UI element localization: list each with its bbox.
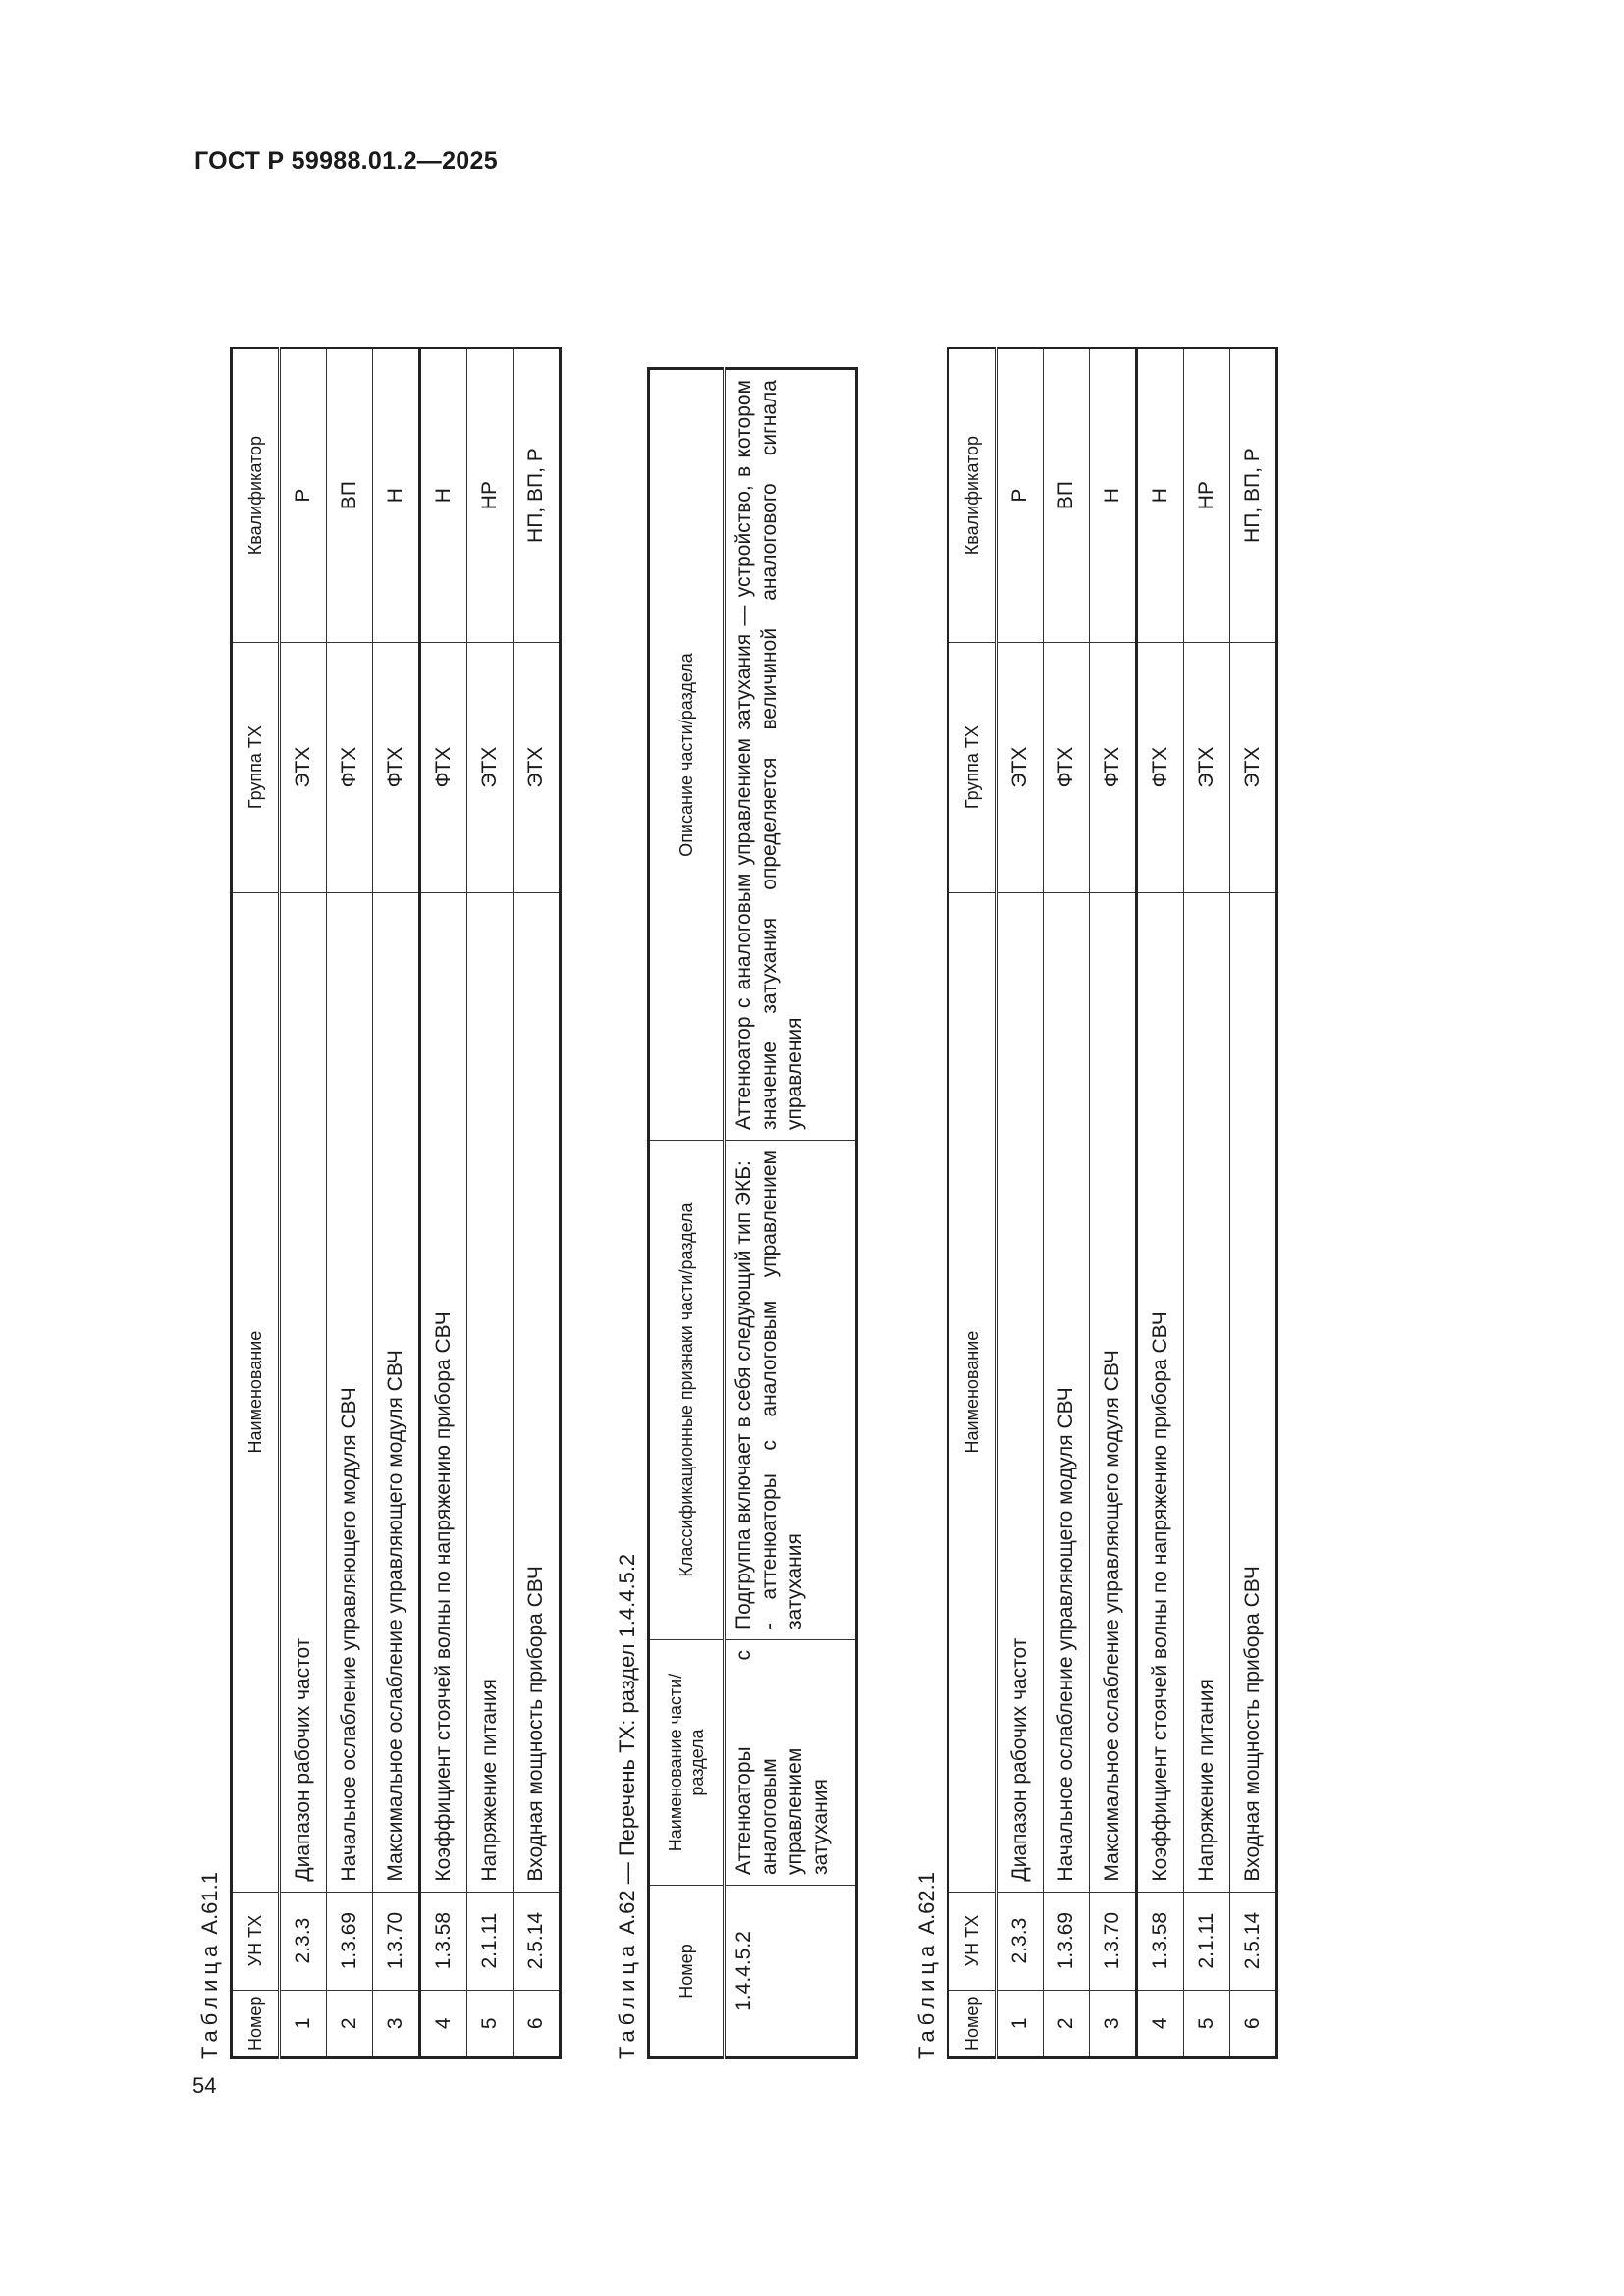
table-row (514, 347, 561, 2057)
cell-name: Диапазон рабочих частот (997, 892, 1044, 1892)
cell-number: 2 (1044, 1990, 1090, 2057)
cell-name: Диапазон рабочих частот (280, 892, 327, 1892)
caption-text: А.62 — Перечень ТХ: раздел 1.4.4.5.2 (615, 1553, 639, 1935)
cell-name: Максимальное ослабление управляющего модуля СВЧ (1090, 892, 1137, 1892)
cell-un-tx: 2.1.11 (1184, 1892, 1230, 1990)
cell-group: ЭТХ (280, 642, 327, 892)
cell-number: 3 (1090, 1990, 1137, 2057)
cell-qualifier: ВП (1044, 347, 1090, 642)
cell-number: 6 (514, 1990, 561, 2057)
cell-group: ФТХ (420, 642, 467, 892)
cell-qualifier: Н (1137, 347, 1184, 642)
table-row (327, 347, 373, 2057)
table-a62-caption (614, 367, 641, 2059)
cell-group: ФТХ (1090, 642, 1137, 892)
cell-group: ЭТХ (514, 642, 561, 892)
page-number: 54 (192, 2073, 217, 2098)
col-header-un-tx: УН ТХ (948, 1892, 997, 1990)
cell-un-tx: 2.5.14 (514, 1892, 561, 1990)
cell-un-tx: 2.1.11 (467, 1892, 514, 1990)
table-row (420, 347, 467, 2057)
table-row (1137, 347, 1184, 2057)
cell-name: Напряжение питания (467, 892, 514, 1892)
table-a621-caption (913, 347, 941, 2059)
cell-qualifier: НП, ВП, Р (1230, 347, 1277, 642)
document-header: ГОСТ Р 59988.01.2—2025 (194, 147, 498, 175)
cell-group: ЭТХ (467, 642, 514, 892)
caption-label: Таблица (197, 1940, 222, 2059)
cell-number: 5 (467, 1990, 514, 2057)
caption-id: А.62.1 (914, 1872, 939, 1935)
table-row (1044, 347, 1090, 2057)
table-row (725, 369, 857, 2058)
cell-number: 1.4.4.5.2 (725, 1886, 857, 2058)
cell-qualifier: Н (420, 347, 467, 642)
cell-un-tx: 1.3.58 (420, 1892, 467, 1990)
cell-number: 4 (1137, 1990, 1184, 2057)
table-row (1184, 347, 1230, 2057)
table-a621-block (913, 347, 1278, 2059)
col-header-part-name: Наименование части/раздела (649, 1640, 725, 1886)
cell-features (725, 1141, 857, 1640)
col-header-features: Классификационные признаки части/раздела (649, 1141, 725, 1640)
table-row (280, 347, 327, 2057)
col-header-un-tx: УН ТХ (232, 1892, 280, 1990)
caption-label: Таблица (615, 1940, 639, 2059)
cell-qualifier: ВП (327, 347, 373, 642)
table-row (467, 347, 514, 2057)
caption-id: А.61.1 (197, 1872, 222, 1935)
table-a62 (647, 367, 858, 2059)
table-a611-block (196, 347, 562, 2059)
features-intro: Подгруппа включает в себя следующий тип ЭКБ: (732, 1160, 755, 1629)
cell-group: ФТХ (1137, 642, 1184, 892)
features-item: - аттенюаторы с аналоговым управлением затухания (758, 1150, 806, 1629)
table-a611-caption (196, 347, 224, 2059)
cell-group: ФТХ (373, 642, 420, 892)
cell-qualifier: НП, ВП, Р (514, 347, 561, 642)
col-header-group: Группа ТХ (948, 642, 997, 892)
col-header-name: Наименование (232, 892, 280, 1892)
cell-name: Максимальное ослабление управляющего модуля СВЧ (373, 892, 420, 1892)
table-row (373, 347, 420, 2057)
table-header-row (948, 347, 997, 2057)
table-header-row (232, 347, 280, 2057)
cell-name: Коэффициент стоячей волны по напряжению прибора СВЧ (1137, 892, 1184, 1892)
cell-number: 1 (280, 1990, 327, 2057)
cell-name: Напряжение питания (1184, 892, 1230, 1892)
col-header-number: Номер (649, 1886, 725, 2058)
rotated-content (177, 177, 1345, 2101)
cell-name: Входная мощность прибора СВЧ (514, 892, 561, 1892)
cell-qualifier: Н (1090, 347, 1137, 642)
col-header-qualifier: Квалификатор (232, 347, 280, 642)
table-a611 (230, 347, 562, 2059)
cell-number: 3 (373, 1990, 420, 2057)
table-row (1230, 347, 1277, 2057)
cell-un-tx: 1.3.69 (327, 1892, 373, 1990)
table-header-row (649, 369, 725, 2058)
cell-number: 6 (1230, 1990, 1277, 2057)
cell-group: ЭТХ (1184, 642, 1230, 892)
cell-group: ЭТХ (997, 642, 1044, 892)
cell-qualifier: НР (1184, 347, 1230, 642)
cell-name: Коэффициент стоячей волны по напряжению прибора СВЧ (420, 892, 467, 1892)
col-header-number: Номер (232, 1990, 280, 2057)
cell-group: ФТХ (327, 642, 373, 892)
cell-number: 5 (1184, 1990, 1230, 2057)
table-row (997, 347, 1044, 2057)
table-row (1090, 347, 1137, 2057)
cell-name: Начальное ослабление управляющего модуля СВЧ (1044, 892, 1090, 1892)
cell-un-tx: 1.3.69 (1044, 1892, 1090, 1990)
cell-un-tx: 2.3.3 (997, 1892, 1044, 1990)
cell-number: 1 (997, 1990, 1044, 2057)
cell-qualifier: Н (373, 347, 420, 642)
cell-description: Аттенюатор с аналоговым управлением затухания — устройство, в котором значение затухания определяется величиной аналогового сигнала управления (725, 369, 857, 1141)
cell-qualifier: НР (467, 347, 514, 642)
cell-un-tx: 2.5.14 (1230, 1892, 1277, 1990)
cell-number: 4 (420, 1990, 467, 2057)
cell-name: Начальное ослабление управляющего модуля СВЧ (327, 892, 373, 1892)
cell-un-tx: 2.3.3 (280, 1892, 327, 1990)
cell-name: Входная мощность прибора СВЧ (1230, 892, 1277, 1892)
cell-un-tx: 1.3.70 (373, 1892, 420, 1990)
col-header-group: Группа ТХ (232, 642, 280, 892)
col-header-name: Наименование (948, 892, 997, 1892)
cell-group: ФТХ (1044, 642, 1090, 892)
cell-group: ЭТХ (1230, 642, 1277, 892)
cell-part-name: Аттенюаторы с аналоговым управлением затухания (725, 1640, 857, 1886)
cell-qualifier: Р (280, 347, 327, 642)
col-header-number: Номер (948, 1990, 997, 2057)
cell-un-tx: 1.3.58 (1137, 1892, 1184, 1990)
table-a62-block (614, 367, 858, 2059)
cell-qualifier: Р (997, 347, 1044, 642)
cell-un-tx: 1.3.70 (1090, 1892, 1137, 1990)
cell-number: 2 (327, 1990, 373, 2057)
caption-label: Таблица (914, 1940, 939, 2059)
table-a621 (947, 347, 1278, 2059)
col-header-description: Описание части/раздела (649, 369, 725, 1141)
col-header-qualifier: Квалификатор (948, 347, 997, 642)
